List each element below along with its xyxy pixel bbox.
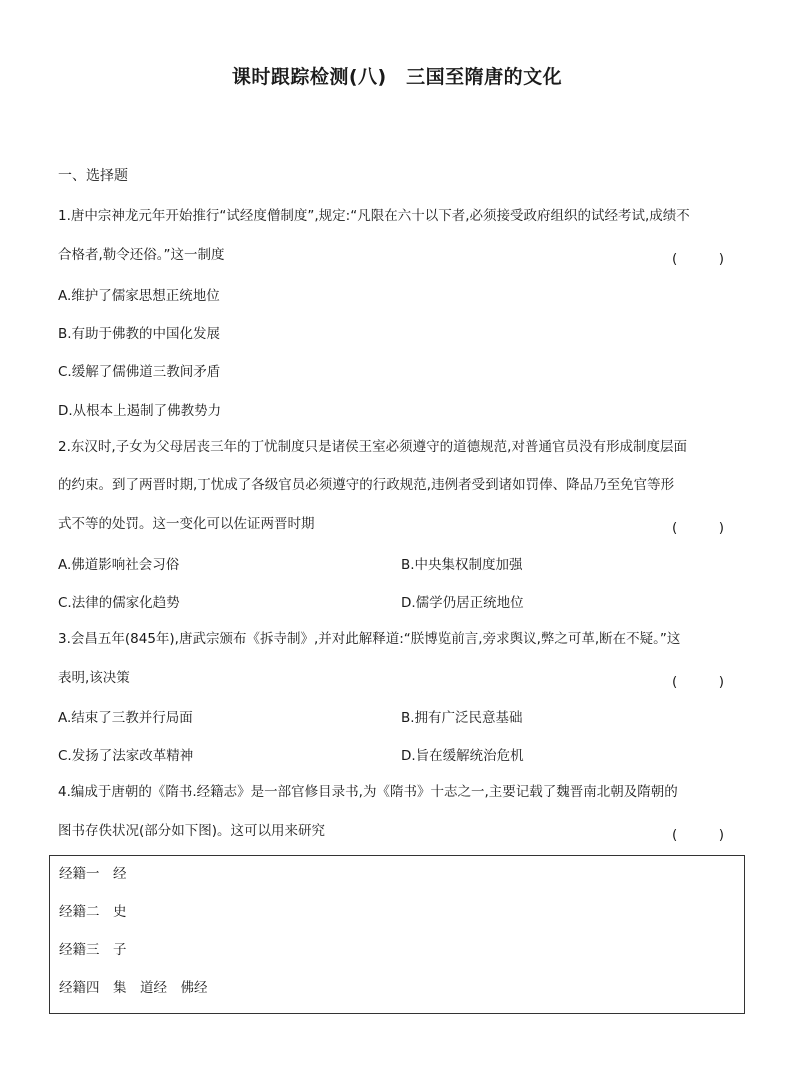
q3-option-b: B.拥有广泛民意基础 xyxy=(401,710,523,726)
table-row: 经籍四 集 道经 佛经 xyxy=(59,980,208,996)
q4-stem-line-2: 图书存佚状况(部分如下图)。这可以用来研究 xyxy=(58,823,326,839)
q1-answer-paren: ( ) xyxy=(671,251,738,267)
q4-stem-line-1: 4.编成于唐朝的《隋书.经籍志》是一部官修目录书,为《隋书》十志之一,主要记载了魏晋南北朝及隋朝的 xyxy=(58,784,678,800)
q3-option-c: C.发扬了法家改革精神 xyxy=(58,748,194,764)
page-title: 课时跟踪检测(八) 三国至隋唐的文化 xyxy=(231,66,563,88)
q2-answer-paren: ( ) xyxy=(671,520,738,536)
section-heading: 一、选择题 xyxy=(58,168,128,184)
q2-option-b: B.中央集权制度加强 xyxy=(401,557,523,573)
q1-option-b: B.有助于佛教的中国化发展 xyxy=(58,326,221,342)
q3-option-d: D.旨在缓解统治危机 xyxy=(401,748,524,764)
q1-stem-line-1: 1.唐中宗神龙元年开始推行“试经度僧制度”,规定:“凡限在六十以下者,必须接受政府组织的试经考试,成绩不 xyxy=(58,208,690,224)
table-row: 经籍二 史 xyxy=(59,904,127,920)
q3-option-a: A.结束了三教并行局面 xyxy=(58,710,193,726)
q2-option-d: D.儒学仍居正统地位 xyxy=(401,595,524,611)
q2-stem-line-3: 式不等的处罚。这一变化可以佐证两晋时期 xyxy=(58,516,315,532)
q2-stem-line-1: 2.东汉时,子女为父母居丧三年的丁忧制度只是诸侯王室必须遵守的道德规范,对普通官员没有形成制度层面 xyxy=(58,439,687,455)
q3-stem-line-1: 3.会昌五年(845年),唐武宗颁布《拆寺制》,并对此解释道:“朕博览前言,旁求舆议,弊之可革,断在不疑。”这 xyxy=(58,631,681,647)
q1-option-d: D.从根本上遏制了佛教势力 xyxy=(58,403,222,419)
q4-answer-paren: ( ) xyxy=(671,827,738,843)
q3-stem-line-2: 表明,该决策 xyxy=(58,670,130,686)
table-row: 经籍三 子 xyxy=(59,942,127,958)
q3-answer-paren: ( ) xyxy=(671,674,738,690)
q1-stem-line-2: 合格者,勒令还俗。”这一制度 xyxy=(58,247,225,263)
q1-option-a: A.维护了儒家思想正统地位 xyxy=(58,288,220,304)
table-row: 经籍一 经 xyxy=(59,866,127,882)
q2-option-c: C.法律的儒家化趋势 xyxy=(58,595,180,611)
q2-stem-line-2: 的约束。到了两晋时期,丁忧成了各级官员必须遵守的行政规范,违例者受到诸如罚俸、降品乃至免官等形 xyxy=(58,477,675,493)
q1-option-c: C.缓解了儒佛道三教间矛盾 xyxy=(58,364,221,380)
q4-catalog-table xyxy=(49,855,745,1014)
q2-option-a: A.佛道影响社会习俗 xyxy=(58,557,180,573)
